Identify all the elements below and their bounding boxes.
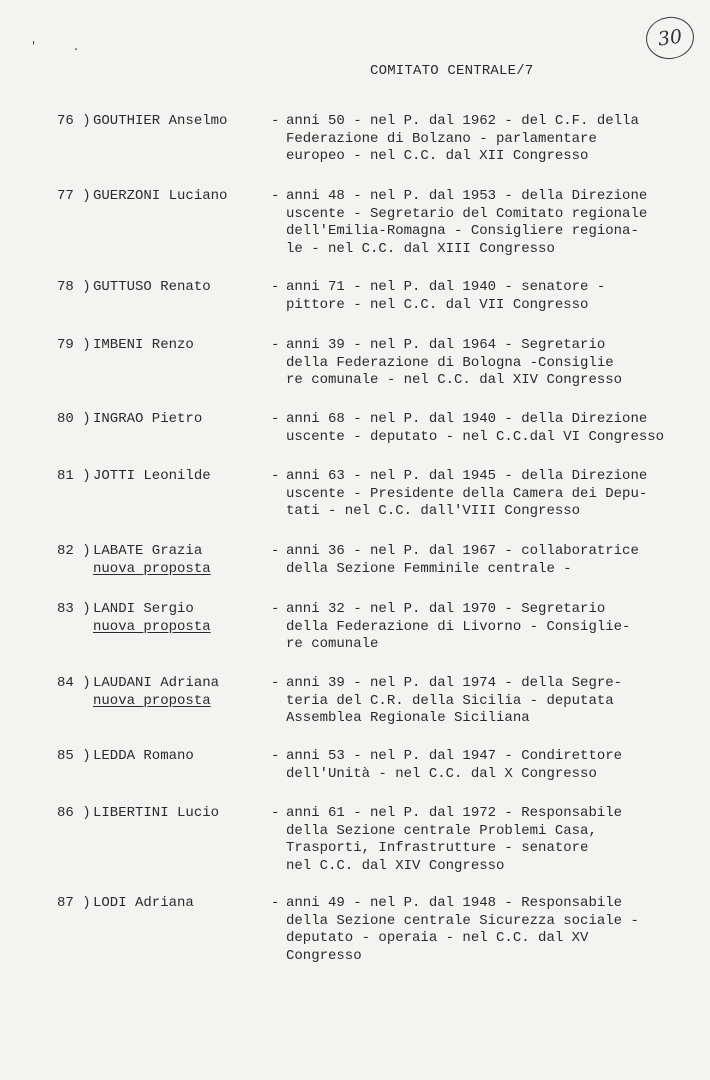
entry-number: 87 )	[57, 895, 91, 911]
entry-number: 78 )	[57, 279, 91, 295]
page-header: COMITATO CENTRALE/7	[370, 63, 534, 79]
member-name: LAUDANI Adriana	[93, 675, 220, 691]
description-line: della Sezione centrale Sicurezza sociale -	[286, 912, 639, 929]
description-line: anni 32 - nel P. dal 1970 - Segretario	[286, 601, 606, 617]
member-description	[286, 411, 696, 446]
entry-number: 81 )	[57, 468, 91, 484]
description-line: anni 53 - nel P. dal 1947 - Condirettore	[286, 748, 623, 764]
entry-number: 84 )	[57, 675, 91, 691]
entry-number: 83 )	[57, 601, 91, 617]
member-description	[286, 113, 696, 166]
entry-dash: -	[271, 113, 280, 129]
entry-number: 76 )	[57, 113, 91, 129]
entry-dash: -	[271, 468, 280, 484]
member-description	[286, 279, 696, 314]
entry-dash: -	[271, 895, 280, 911]
member-name: GOUTHIER Anselmo	[93, 113, 228, 129]
member-name: INGRAO Pietro	[93, 411, 203, 427]
description-line: della Sezione Femminile centrale -	[286, 560, 572, 577]
entry-dash: -	[271, 748, 280, 764]
entry-dash: -	[271, 188, 280, 204]
member-name: JOTTI Leonilde	[93, 468, 211, 484]
description-line: dell'Emilia-Romagna - Consigliere regiona-	[286, 223, 639, 239]
description-line: uscente - Presidente della Camera dei Depu-	[286, 485, 648, 502]
entry-dash: -	[271, 543, 280, 559]
description-line: teria del C.R. della Sicilia - deputata	[286, 692, 614, 709]
description-line: Assemblea Regionale Siciliana	[286, 710, 530, 726]
member-name: LEDDA Romano	[93, 748, 194, 764]
description-line: re comunale - nel C.C. dal XIV Congresso	[286, 372, 623, 388]
description-line: anni 39 - nel P. dal 1964 - Segretario	[286, 337, 606, 353]
member-description	[286, 337, 696, 390]
new-proposal-note: nuova proposta	[93, 618, 211, 635]
member-name: LABATE Grazia	[93, 543, 203, 559]
entry-dash: -	[271, 337, 280, 353]
entry-dash: -	[271, 411, 280, 427]
member-description	[286, 675, 696, 728]
member-description	[286, 468, 696, 521]
entry-number: 85 )	[57, 748, 91, 764]
entry-dash: -	[271, 279, 280, 295]
new-proposal-note: nuova proposta	[93, 560, 211, 577]
entry-dash: -	[271, 675, 280, 691]
entry-dash: -	[271, 601, 280, 617]
description-line: uscente - Segretario del Comitato regionale	[286, 205, 648, 222]
description-line: pittore - nel C.C. dal VII Congresso	[286, 296, 589, 313]
description-line: tati - nel C.C. dall'VIII Congresso	[286, 503, 581, 519]
description-line: anni 68 - nel P. dal 1940 - della Direzione	[286, 411, 648, 427]
member-name: GUERZONI Luciano	[93, 188, 228, 204]
description-line: Congresso	[286, 947, 362, 964]
description-line: anni 36 - nel P. dal 1967 - collaboratrice	[286, 543, 639, 559]
description-line: uscente - deputato - nel C.C.dal VI Congresso	[286, 428, 665, 445]
page-number-stamp: 30	[643, 14, 696, 62]
description-line: anni 49 - nel P. dal 1948 - Responsabile	[286, 895, 623, 911]
member-description	[286, 748, 696, 783]
entry-number: 82 )	[57, 543, 91, 559]
description-line: della Federazione di Bologna -Consiglie	[286, 354, 614, 371]
member-description	[286, 895, 696, 965]
description-line: nel C.C. dal XIV Congresso	[286, 857, 505, 874]
description-line: anni 63 - nel P. dal 1945 - della Direzione	[286, 468, 648, 484]
description-line: anni 50 - nel P. dal 1962 - del C.F. della	[286, 113, 639, 129]
scan-specks: ' .	[30, 40, 94, 54]
description-line: dell'Unità - nel C.C. dal X Congresso	[286, 765, 597, 782]
description-line: anni 48 - nel P. dal 1953 - della Direzione	[286, 188, 648, 204]
member-description	[286, 601, 696, 654]
description-line: della Federazione di Livorno - Consiglie-	[286, 618, 631, 635]
description-line: Trasporti, Infrastrutture - senatore	[286, 840, 589, 856]
description-line: anni 71 - nel P. dal 1940 - senatore -	[286, 279, 606, 295]
member-name: LIBERTINI Lucio	[93, 805, 220, 821]
description-line: Federazione di Bolzano - parlamentare	[286, 130, 597, 147]
member-description	[286, 805, 696, 875]
description-line: deputato - operaia - nel C.C. dal XV	[286, 930, 589, 946]
member-description	[286, 188, 696, 258]
member-name: GUTTUSO Renato	[93, 279, 211, 295]
description-line: re comunale	[286, 636, 379, 652]
new-proposal-note: nuova proposta	[93, 692, 211, 709]
member-name: LODI Adriana	[93, 895, 194, 911]
entry-dash: -	[271, 805, 280, 821]
description-line: anni 39 - nel P. dal 1974 - della Segre-	[286, 675, 623, 691]
member-name: IMBENI Renzo	[93, 337, 194, 353]
member-name: LANDI Sergio	[93, 601, 194, 617]
description-line: le - nel C.C. dal XIII Congresso	[286, 240, 555, 257]
entry-number: 79 )	[57, 337, 91, 353]
description-line: della Sezione centrale Problemi Casa,	[286, 822, 597, 839]
description-line: anni 61 - nel P. dal 1972 - Responsabile	[286, 805, 623, 821]
description-line: europeo - nel C.C. dal XII Congresso	[286, 148, 589, 164]
entry-number: 86 )	[57, 805, 91, 821]
entry-number: 77 )	[57, 188, 91, 204]
entry-number: 80 )	[57, 411, 91, 427]
member-description	[286, 543, 696, 578]
